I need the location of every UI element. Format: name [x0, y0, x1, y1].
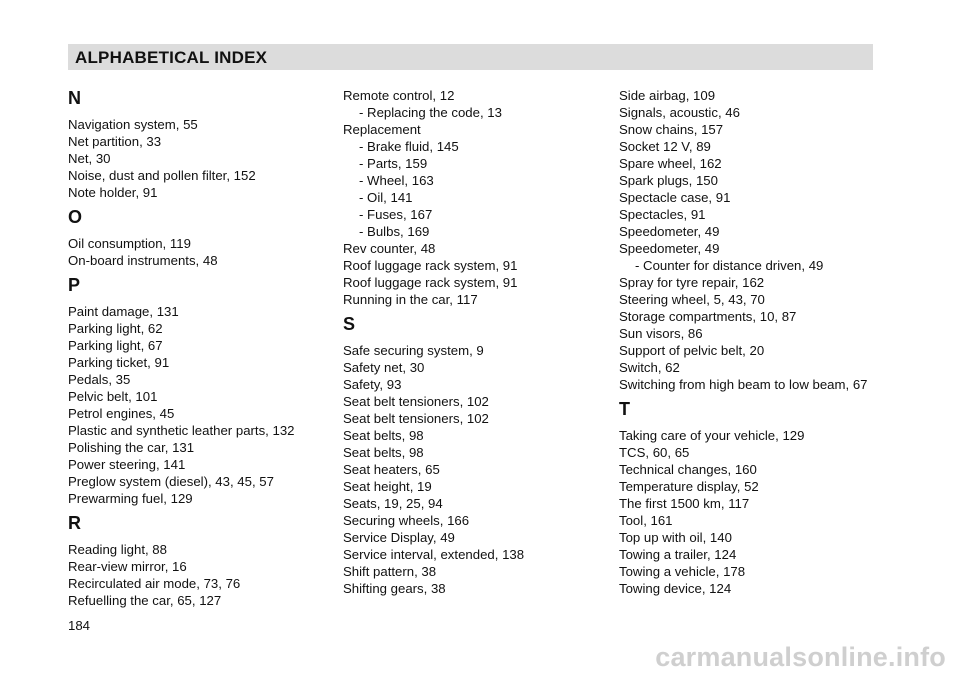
- index-entry: Technical changes, 160: [619, 462, 757, 477]
- index-entry: Switching from high beam to low beam, 67: [619, 377, 868, 392]
- index-entry: Petrol engines, 45: [68, 406, 175, 421]
- index-entry: Power steering, 141: [68, 457, 186, 472]
- watermark: carmanualsonline.info: [655, 642, 946, 672]
- index-entry: Plastic and synthetic leather parts, 132: [68, 423, 295, 438]
- index-entry: Seat belt tensioners, 102: [343, 411, 489, 426]
- index-column-3: [619, 87, 899, 597]
- index-subentry: - Bulbs, 169: [359, 224, 430, 239]
- index-entry: TCS, 60, 65: [619, 445, 690, 460]
- index-entry: Note holder, 91: [68, 185, 158, 200]
- page-title: ALPHABETICAL INDEX: [75, 48, 268, 67]
- index-subentry: - Oil, 141: [359, 190, 413, 205]
- index-entry: Rear-view mirror, 16: [68, 559, 187, 574]
- index-entry: Running in the car, 117: [343, 292, 478, 307]
- index-entry: Recirculated air mode, 73, 76: [68, 576, 241, 591]
- index-entry: Safe securing system, 9: [343, 343, 484, 358]
- index-entry: Oil consumption, 119: [68, 236, 191, 251]
- index-entry: Noise, dust and pollen filter, 152: [68, 168, 256, 183]
- index-entry: Shifting gears, 38: [343, 581, 446, 596]
- index-entry: Service interval, extended, 138: [343, 547, 525, 562]
- index-entry: Pedals, 35: [68, 372, 131, 387]
- section-letter: S: [343, 314, 356, 334]
- index-entry: Towing a vehicle, 178: [619, 564, 746, 579]
- index-entry: Sun visors, 86: [619, 326, 703, 341]
- index-entry: Tool, 161: [619, 513, 673, 528]
- index-entry: Spectacles, 91: [619, 207, 706, 222]
- index-entry: Top up with oil, 140: [619, 530, 732, 545]
- index-entry: Socket 12 V, 89: [619, 139, 711, 154]
- index-entry: Navigation system, 55: [68, 117, 198, 132]
- index-entry: Spare wheel, 162: [619, 156, 722, 171]
- index-subentry: - Wheel, 163: [359, 173, 434, 188]
- index-entry: Pelvic belt, 101: [68, 389, 158, 404]
- section-letter: P: [68, 275, 81, 295]
- index-entry: Safety net, 30: [343, 360, 425, 375]
- index-entry: Parking light, 67: [68, 338, 163, 353]
- index-entry: Snow chains, 157: [619, 122, 724, 137]
- index-entry: Securing wheels, 166: [343, 513, 470, 528]
- index-subentry: - Replacing the code, 13: [359, 105, 502, 120]
- index-entry: Seat belt tensioners, 102: [343, 394, 489, 409]
- index-entry: The first 1500 km, 117: [619, 496, 750, 511]
- index-entry: Roof luggage rack system, 91: [343, 258, 518, 273]
- index-entry: Temperature display, 52: [619, 479, 759, 494]
- index-entry: Preglow system (diesel), 43, 45, 57: [68, 474, 274, 489]
- index-entry: Steering wheel, 5, 43, 70: [619, 292, 765, 307]
- section-letter: N: [68, 88, 81, 108]
- section-letter: O: [68, 207, 83, 227]
- index-entry: Reading light, 88: [68, 542, 167, 557]
- index-entry: Net partition, 33: [68, 134, 162, 149]
- index-entry: Seat belts, 98: [343, 445, 424, 460]
- index-column-2: [343, 87, 603, 597]
- index-entry: Towing device, 124: [619, 581, 732, 596]
- index-entry: Switch, 62: [619, 360, 680, 375]
- index-entry: Polishing the car, 131: [68, 440, 195, 455]
- index-entry: Parking ticket, 91: [68, 355, 170, 370]
- index-entry: Support of pelvic belt, 20: [619, 343, 765, 358]
- index-subentry: - Brake fluid, 145: [359, 139, 459, 154]
- index-entry: Towing a trailer, 124: [619, 547, 737, 562]
- section-letter: T: [619, 399, 630, 419]
- index-entry: Speedometer, 49: [619, 224, 720, 239]
- index-entry: Replacement: [343, 122, 421, 137]
- index-entry: Seat belts, 98: [343, 428, 424, 443]
- index-subentry: - Counter for distance driven, 49: [635, 258, 824, 273]
- index-entry: Seats, 19, 25, 94: [343, 496, 443, 511]
- section-letter: R: [68, 513, 81, 533]
- index-entry: Taking care of your vehicle, 129: [619, 428, 805, 443]
- index-entry: Service Display, 49: [343, 530, 455, 545]
- index-entry: Signals, acoustic, 46: [619, 105, 740, 120]
- index-column-1: [68, 84, 328, 609]
- index-entry: Parking light, 62: [68, 321, 163, 336]
- index-subentry: - Fuses, 167: [359, 207, 433, 222]
- index-entry: On-board instruments, 48: [68, 253, 218, 268]
- index-entry: Storage compartments, 10, 87: [619, 309, 797, 324]
- index-entry: Side airbag, 109: [619, 88, 716, 103]
- index-entry: Refuelling the car, 65, 127: [68, 593, 222, 608]
- index-entry: Shift pattern, 38: [343, 564, 437, 579]
- index-entry: Safety, 93: [343, 377, 402, 392]
- index-entry: Prewarming fuel, 129: [68, 491, 193, 506]
- page-number: 184: [68, 618, 91, 633]
- index-entry: Net, 30: [68, 151, 111, 166]
- index-entry: Spray for tyre repair, 162: [619, 275, 765, 290]
- index-subentry: - Parts, 159: [359, 156, 428, 171]
- index-entry: Roof luggage rack system, 91: [343, 275, 518, 290]
- index-entry: Rev counter, 48: [343, 241, 436, 256]
- index-entry: Seat height, 19: [343, 479, 432, 494]
- index-entry: Speedometer, 49: [619, 241, 720, 256]
- index-entry: Spectacle case, 91: [619, 190, 731, 205]
- index-entry: Spark plugs, 150: [619, 173, 718, 188]
- index-header-bar: [68, 44, 873, 70]
- index-entry: Seat heaters, 65: [343, 462, 440, 477]
- index-entry: Paint damage, 131: [68, 304, 179, 319]
- index-entry: Remote control, 12: [343, 88, 455, 103]
